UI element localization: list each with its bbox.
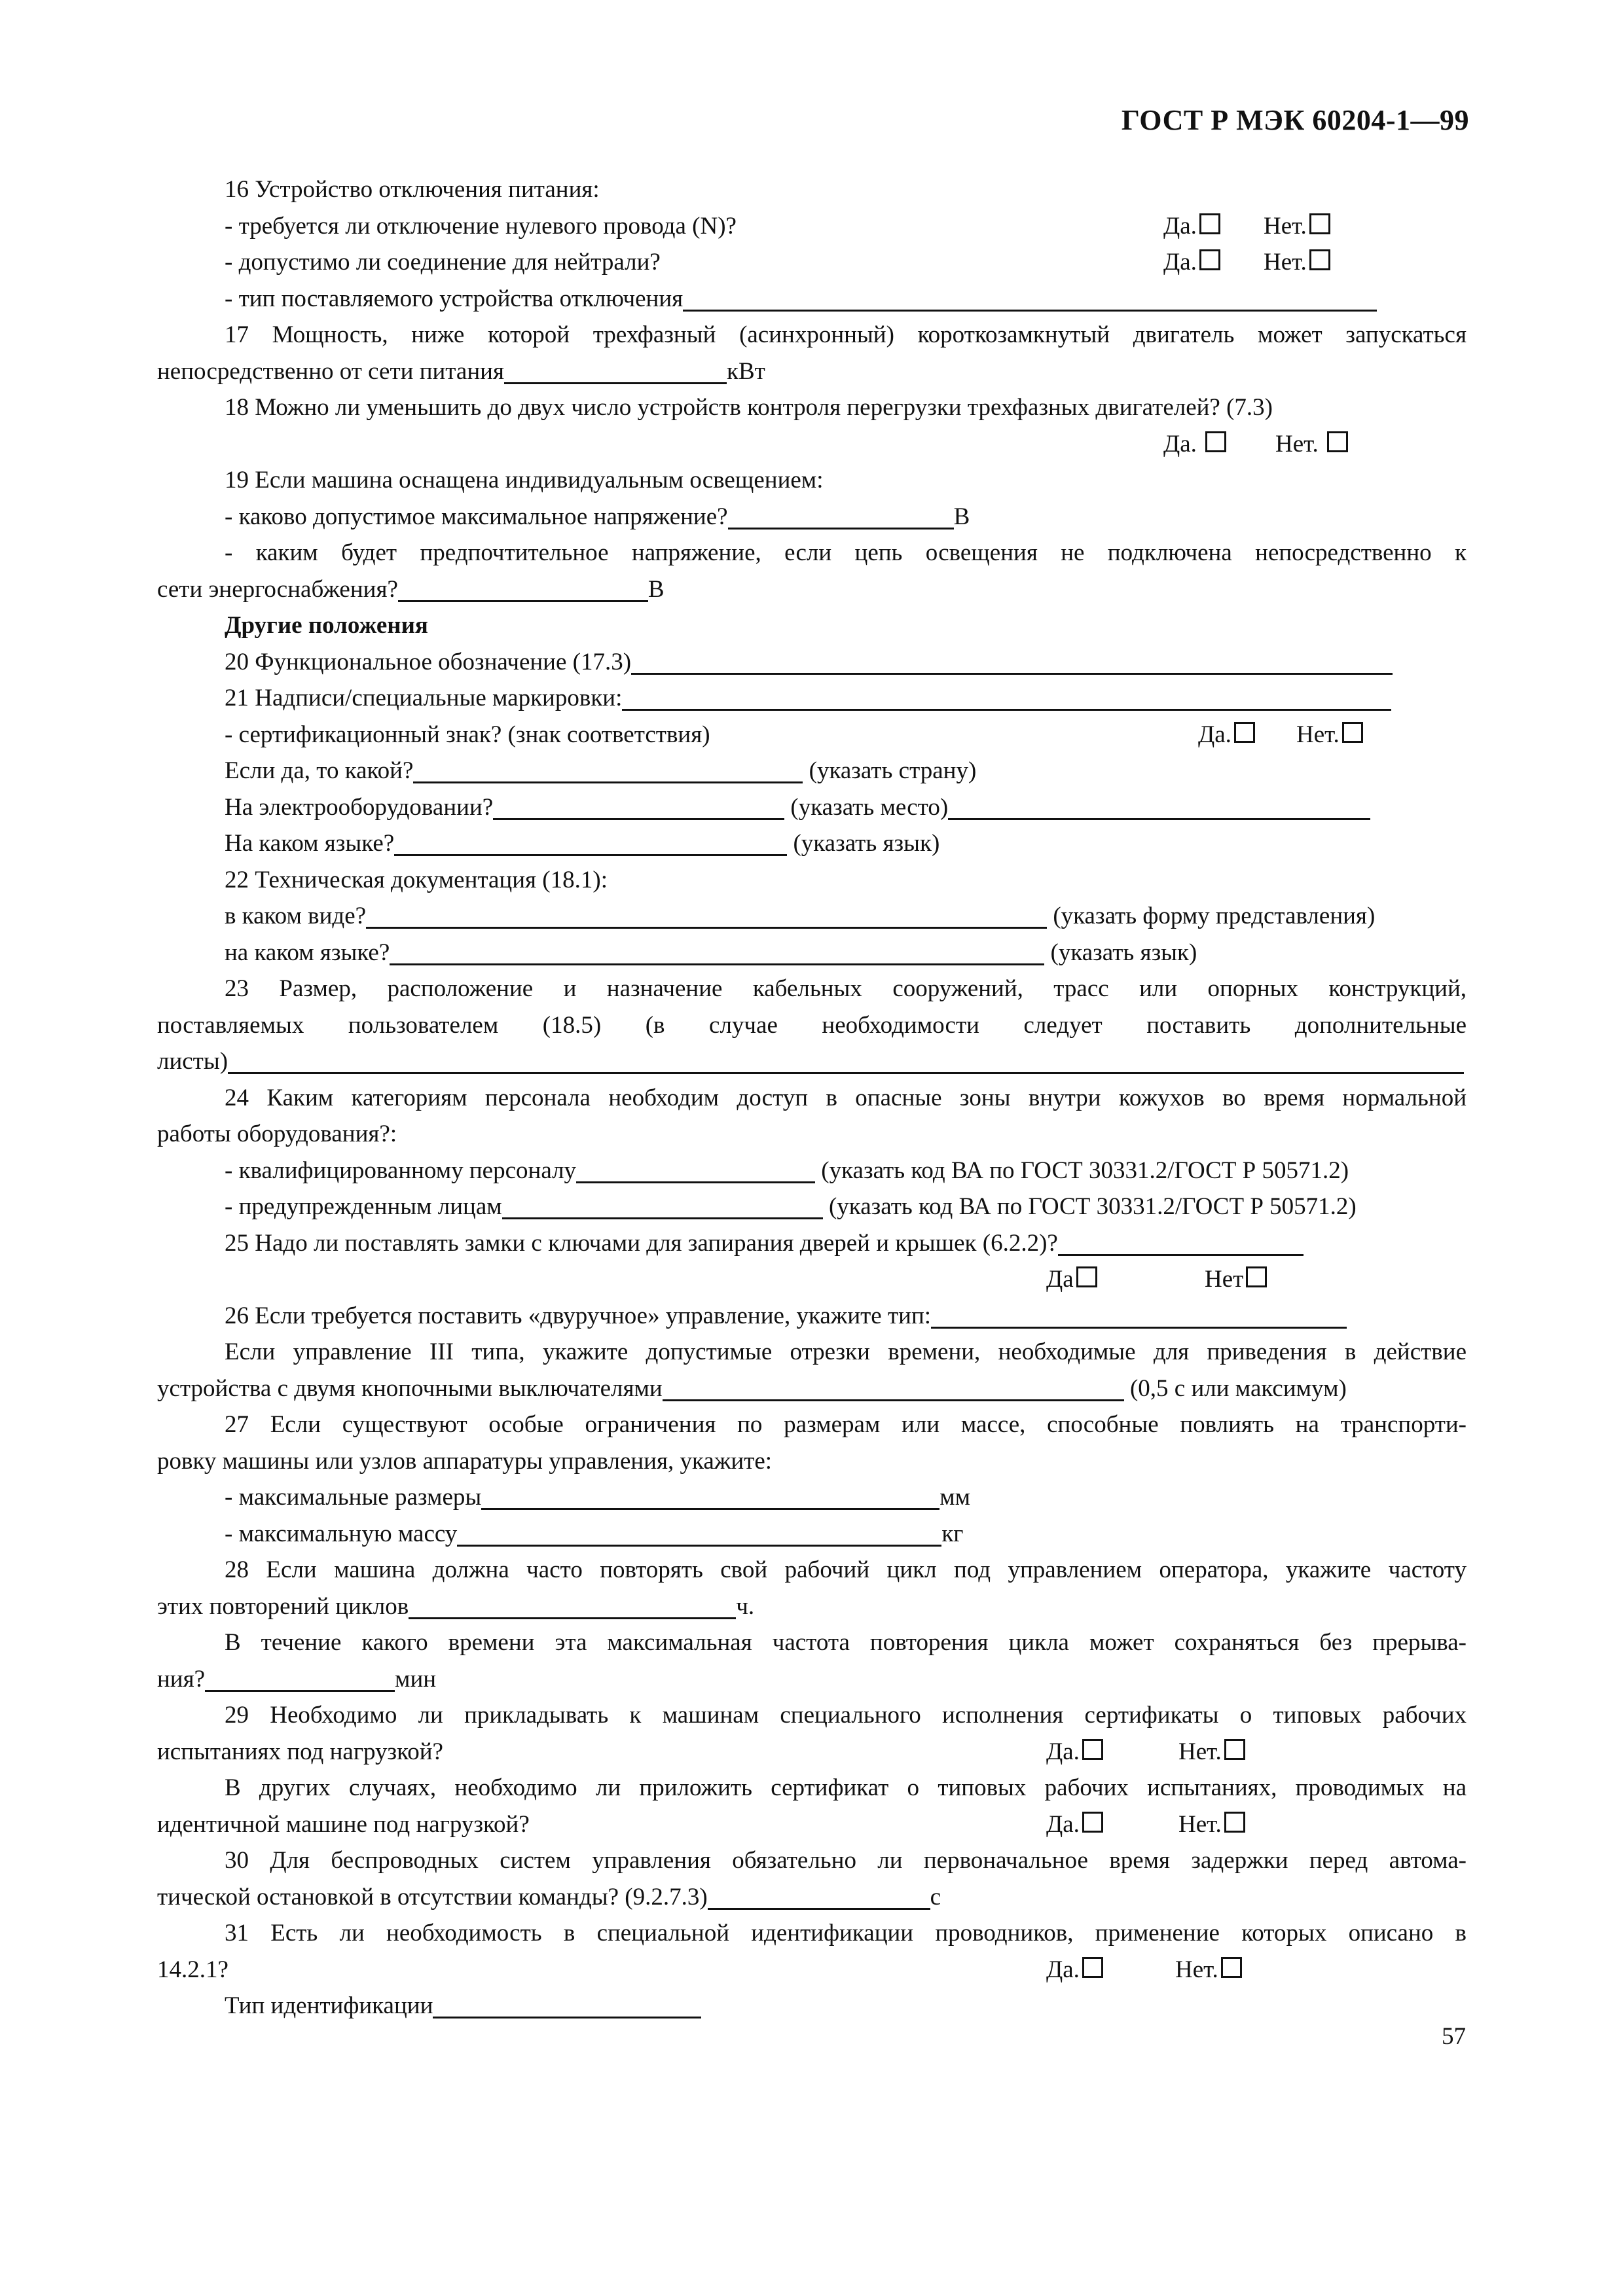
question-text: листы) bbox=[157, 1048, 228, 1075]
item-22-form bbox=[157, 898, 1467, 935]
place-extra-field[interactable] bbox=[948, 791, 1370, 820]
delay-time-field[interactable] bbox=[708, 1880, 930, 1910]
question-text: этих повторений циклов bbox=[157, 1592, 409, 1620]
hint-text: (указать страну) bbox=[809, 757, 977, 784]
functional-designation-field[interactable] bbox=[631, 645, 1393, 675]
item-17-line2 bbox=[157, 353, 1467, 390]
item-25 bbox=[157, 1225, 1467, 1262]
item-26 bbox=[157, 1298, 1467, 1335]
hint-text: (указать код ВА по ГОСТ 30331.2/ГОСТ Р 50571.2) bbox=[828, 1193, 1357, 1220]
item-20 bbox=[157, 644, 1467, 681]
no-checkbox[interactable] bbox=[1224, 1739, 1245, 1760]
item-24-instructed bbox=[157, 1189, 1467, 1225]
item-16-device-type bbox=[157, 281, 1467, 317]
no-checkbox[interactable] bbox=[1224, 1812, 1245, 1833]
max-mass-field[interactable] bbox=[457, 1517, 941, 1547]
cable-structures-field[interactable] bbox=[228, 1045, 1464, 1074]
item-27-line1: 27 Если существуют особые ограничения по размерам или массе, способные повлиять на транспорти- bbox=[225, 1411, 1467, 1438]
language-field[interactable] bbox=[394, 827, 787, 856]
yes-label: Да. bbox=[1198, 721, 1231, 748]
question-text: испытаниях под нагрузкой? bbox=[157, 1738, 443, 1765]
hint-text: (указать код ВА по ГОСТ 30331.2/ГОСТ Р 50571.2) bbox=[821, 1157, 1349, 1184]
item-21-on-equipment bbox=[157, 789, 1467, 826]
form-field[interactable] bbox=[366, 899, 1047, 929]
item-31-line2 bbox=[157, 1952, 1467, 1988]
no-label: Нет. bbox=[1264, 212, 1307, 240]
duration-field[interactable] bbox=[205, 1662, 395, 1692]
question-text: - квалифицированному персоналу bbox=[225, 1157, 577, 1184]
item-22-language bbox=[157, 935, 1467, 971]
yes-checkbox[interactable] bbox=[1076, 1266, 1097, 1287]
item-30-line1: 30 Для беспроводных систем управления обязательно ли первоначальное время задержки перед автома- bbox=[225, 1847, 1467, 1874]
markings-field[interactable] bbox=[622, 681, 1391, 711]
item-27-max-size bbox=[157, 1479, 1467, 1516]
section-other-provisions: Другие положения bbox=[225, 612, 428, 639]
doc-language-field[interactable] bbox=[390, 936, 1044, 965]
yes-label: Да. bbox=[1163, 249, 1197, 276]
yes-label: Да. bbox=[1046, 1810, 1080, 1838]
item-29-line2 bbox=[157, 1734, 1467, 1770]
item-18: 18 Можно ли уменьшить до двух число устройств контроля перегрузки трехфазных двигателей? (7.3) bbox=[225, 394, 1273, 421]
two-hand-type-field[interactable] bbox=[931, 1299, 1347, 1329]
item-29-line1: 29 Необходимо ли прикладывать к машинам специального исполнения сертификаты о типовых рабочих bbox=[225, 1702, 1467, 1729]
power-field[interactable] bbox=[504, 355, 727, 384]
yes-checkbox[interactable] bbox=[1205, 431, 1226, 452]
item-26-line2: Если управление III типа, укажите допустимые отрезки времени, необходимые для приведения в действие bbox=[225, 1338, 1467, 1365]
item-23-line1: 23 Размер, расположение и назначение кабельных сооружений, трасс или опорных конструкций, bbox=[225, 975, 1467, 1002]
unit-label: кВт bbox=[726, 357, 765, 385]
max-size-field[interactable] bbox=[481, 1480, 939, 1510]
no-checkbox[interactable] bbox=[1309, 213, 1330, 234]
question-text: 25 Надо ли поставлять замки с ключами для запирания дверей и крышек (6.2.2)? bbox=[225, 1229, 1058, 1257]
item-28-line3: В течение какого времени эта максимальная частота повторения цикла может сохраняться без прерыва- bbox=[225, 1629, 1467, 1656]
question-text: - каково допустимое максимальное напряжение? bbox=[225, 503, 728, 530]
place-field[interactable] bbox=[493, 791, 784, 820]
item-18-answer bbox=[157, 426, 1467, 463]
item-17-line1: 17 Мощность, ниже которой трехфазный (асинхронный) короткозамкнутый двигатель может запускаться bbox=[225, 321, 1467, 348]
question-text: - предупрежденным лицам bbox=[225, 1193, 502, 1220]
question-text: 20 Функциональное обозначение (17.3) bbox=[225, 648, 632, 675]
item-24-line1: 24 Каким категориям персонала необходим доступ в опасные зоны внутри кожухов во время нормальной bbox=[225, 1084, 1467, 1111]
item-19-preferred-voltage: - каким будет предпочтительное напряжение, если цепь освещения не подключена непосредственно к bbox=[225, 539, 1467, 566]
item-21-which bbox=[157, 753, 1467, 789]
question-text: непосредственно от сети питания bbox=[157, 357, 504, 385]
unit-label: мм bbox=[939, 1484, 971, 1511]
no-label: Нет. bbox=[1175, 1956, 1218, 1983]
yes-checkbox[interactable] bbox=[1082, 1739, 1103, 1760]
no-checkbox[interactable] bbox=[1246, 1266, 1267, 1287]
item-28-line1: 28 Если машина должна часто повторять свой рабочий цикл под управлением оператора, укажите частоту bbox=[225, 1556, 1467, 1583]
max-voltage-field[interactable] bbox=[728, 500, 954, 529]
hint-text: (0,5 с или максимум) bbox=[1129, 1374, 1347, 1402]
item-19-max-voltage bbox=[157, 499, 1467, 535]
no-label: Нет. bbox=[1296, 721, 1340, 748]
question-text: На каком языке? bbox=[225, 830, 395, 857]
item-21-cert-mark bbox=[157, 717, 1467, 753]
question-text: идентичной машине под нагрузкой? bbox=[157, 1810, 530, 1838]
no-label: Нет bbox=[1205, 1266, 1244, 1293]
no-checkbox[interactable] bbox=[1221, 1957, 1242, 1978]
item-19-line3 bbox=[157, 571, 1467, 608]
unit-label: В bbox=[647, 575, 665, 603]
unit-label: ч. bbox=[736, 1592, 755, 1620]
question-text: Если да, то какой? bbox=[225, 757, 414, 784]
yes-checkbox[interactable] bbox=[1234, 722, 1255, 743]
yes-label: Да bbox=[1046, 1266, 1074, 1293]
yes-checkbox[interactable] bbox=[1082, 1957, 1103, 1978]
cycle-frequency-field[interactable] bbox=[409, 1590, 736, 1619]
question-text: - тип поставляемого устройства отключения bbox=[225, 285, 684, 312]
item-27-max-mass bbox=[157, 1516, 1467, 1552]
page-number: 57 bbox=[1442, 2023, 1466, 2050]
item-16-neutral-connection bbox=[157, 244, 1467, 281]
question-text: - допустимо ли соединение для нейтрали? bbox=[225, 249, 661, 276]
question-text: в каком виде? bbox=[225, 903, 367, 929]
document-header: ГОСТ Р МЭК 60204-1—99 bbox=[1121, 104, 1469, 136]
instructed-code-field[interactable] bbox=[502, 1190, 823, 1219]
unit-label: кг bbox=[941, 1520, 964, 1547]
no-checkbox[interactable] bbox=[1342, 722, 1363, 743]
qualified-code-field[interactable] bbox=[576, 1154, 815, 1183]
yes-checkbox[interactable] bbox=[1199, 213, 1220, 234]
no-checkbox[interactable] bbox=[1309, 249, 1330, 270]
hint-text: (указать язык) bbox=[1050, 939, 1197, 966]
question-text: - требуется ли отключение нулевого провода (N)? bbox=[225, 212, 737, 240]
locks-field[interactable] bbox=[1058, 1227, 1304, 1256]
item-26-line3 bbox=[157, 1371, 1467, 1407]
hint-text: (указать место) bbox=[790, 793, 949, 821]
question-text: - сертификационный знак? (знак соответствия) bbox=[225, 721, 710, 748]
item-31-identification-type bbox=[157, 1988, 1467, 2024]
no-label: Нет. bbox=[1178, 1738, 1222, 1765]
yes-label: Да. bbox=[1046, 1738, 1080, 1765]
item-23-line3 bbox=[157, 1043, 1467, 1080]
item-29-line4 bbox=[157, 1806, 1467, 1843]
question-text: устройства с двумя кнопочными выключателями bbox=[157, 1374, 663, 1402]
hint-text: (указать форму представления) bbox=[1053, 903, 1376, 929]
country-field[interactable] bbox=[413, 754, 803, 783]
item-21 bbox=[157, 680, 1467, 717]
yes-checkbox[interactable] bbox=[1199, 249, 1220, 270]
yes-label: Да. bbox=[1046, 1956, 1080, 1983]
question-text: на каком языке? bbox=[225, 939, 390, 966]
yes-label: Да. bbox=[1163, 430, 1197, 457]
item-22: 22 Техническая документация (18.1): bbox=[225, 866, 608, 893]
preferred-voltage-field[interactable] bbox=[398, 573, 648, 602]
no-label: Нет. bbox=[1275, 430, 1319, 457]
question-text: сети энергоснабжения? bbox=[157, 575, 398, 603]
item-31-line1: 31 Есть ли необходимость в специальной идентификации проводников, применение которых описано в bbox=[225, 1920, 1467, 1946]
item-24-qualified bbox=[157, 1153, 1467, 1189]
yes-checkbox[interactable] bbox=[1082, 1812, 1103, 1833]
item-27-line2: ровку машины или узлов аппаратуры управления, укажите: bbox=[157, 1447, 773, 1475]
question-text: Тип идентификации bbox=[225, 1992, 433, 2019]
question-text: На электрооборудовании? bbox=[225, 793, 494, 821]
question-text: - максимальную массу bbox=[225, 1520, 458, 1547]
item-16-neutral-disconnect bbox=[157, 208, 1467, 245]
item-30-line2 bbox=[157, 1879, 1467, 1916]
item-16-title: 16 Устройство отключения питания: bbox=[225, 176, 600, 203]
no-checkbox[interactable] bbox=[1327, 431, 1348, 452]
item-29-line3: В других случаях, необходимо ли приложить сертификат о типовых рабочих испытаниях, проводимых на bbox=[225, 1774, 1467, 1801]
question-text: - максимальные размеры bbox=[225, 1484, 482, 1511]
question-text: 21 Надписи/специальные маркировки: bbox=[225, 685, 623, 711]
item-24-line2: работы оборудования?: bbox=[157, 1121, 397, 1147]
yes-label: Да. bbox=[1163, 212, 1197, 240]
question-text: ния? bbox=[157, 1665, 206, 1693]
item-28-line2 bbox=[157, 1588, 1467, 1625]
unit-label: В bbox=[953, 503, 970, 530]
question-text: 14.2.1? bbox=[157, 1956, 228, 1983]
no-label: Нет. bbox=[1178, 1810, 1222, 1838]
identification-type-field[interactable] bbox=[433, 1989, 701, 2018]
item-28-line4 bbox=[157, 1661, 1467, 1698]
item-19-title: 19 Если машина оснащена индивидуальным освещением: bbox=[225, 467, 824, 493]
question-text: 26 Если требуется поставить «двуручное» управление, укажите тип: bbox=[225, 1302, 932, 1329]
item-21-language bbox=[157, 825, 1467, 862]
unit-label: мин bbox=[395, 1665, 437, 1693]
form-content bbox=[157, 171, 1467, 2024]
item-25-answer bbox=[157, 1261, 1467, 1298]
hint-text: (указать язык) bbox=[793, 830, 940, 857]
no-label: Нет. bbox=[1264, 249, 1307, 276]
time-interval-field[interactable] bbox=[663, 1372, 1124, 1401]
unit-label: с bbox=[930, 1883, 941, 1910]
question-text: тической остановкой в отсутствии команды? (9.2.7.3) bbox=[157, 1883, 708, 1910]
device-type-field[interactable] bbox=[683, 282, 1377, 312]
item-23-line2: поставляемых пользователем (18.5) (в случае необходимости следует поставить дополнительные bbox=[157, 1011, 1467, 1039]
